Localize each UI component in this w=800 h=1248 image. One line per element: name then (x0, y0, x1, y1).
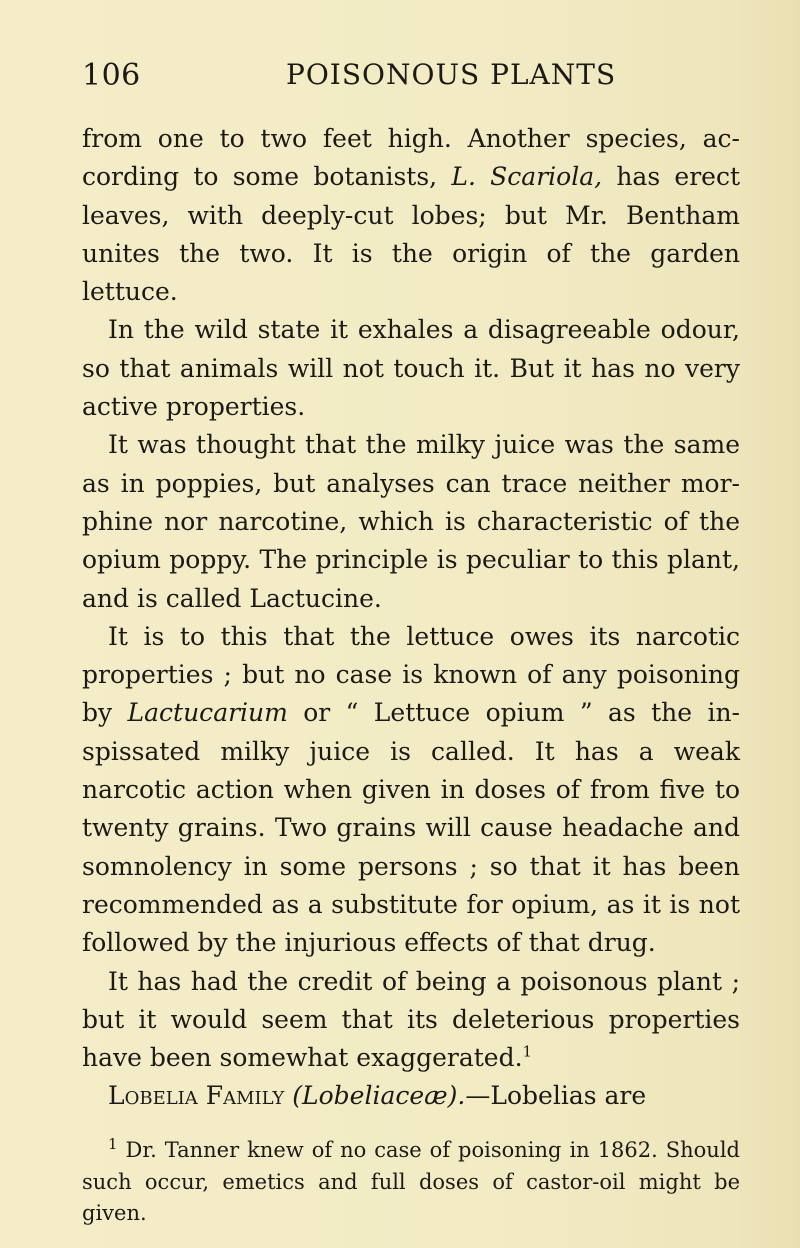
footnote-marker: 1 (108, 1135, 118, 1153)
paragraph-1-rest: has erect leaves, with deeply-cut lobes; but Mr. Bentham unites the two. It is the origin of the garden lettuce. (82, 162, 740, 307)
paragraph-4-text: It is to this that the lettuce owes its narcotic properties ; but no case is known of any poisoning by (82, 621, 740, 728)
paragraph-6 (82, 1077, 740, 1115)
paragraph-4 (82, 618, 740, 963)
footnote-reference: 1 (522, 1042, 533, 1061)
paragraph-5 (82, 963, 740, 1078)
paragraph-1-text: from one to two feet high. Another species, ac- cording to some botanists, (82, 124, 740, 192)
footnotes (82, 1135, 740, 1230)
page-number: 106 (82, 58, 141, 93)
running-head (82, 58, 718, 98)
paragraph-6-rest: —Lobelias are (465, 1081, 647, 1111)
paragraph-3: It was thought that the milky juice was the same as in poppies, but analyses can trace neither mor- phine nor narcotine, which is characteristic of the opium poppy. The principle is peculiar to this plant, and is called Lactucine. (82, 430, 740, 613)
family-latin-name: (Lobeliaceæ). (292, 1081, 466, 1111)
paragraph-2: In the wild state it exhales a disagreeable odour, so that animals will not touch it. But it has no very active properties. (82, 315, 740, 422)
paragraph-5-text: It has had the credit of being a poisonous plant ; but it would seem that its deleterious properties have been somewhat exaggerated. (82, 966, 740, 1073)
species-name: L. Scariola, (451, 162, 603, 192)
section-heading-lobelia: Lobelia Family (108, 1081, 285, 1111)
footnote-1 (82, 1135, 740, 1230)
paragraph-4-rest: or “ Lettuce opium ” as the in- spissated milky juice is called. It has a weak narcotic action when given in doses of from five to twenty grains. Two grains will cause headache and somnolency in some persons ; so that it has been recommended as a substitute for opium, as it is not followed by the injurious effects of that drug. (82, 698, 741, 958)
body-text (82, 120, 740, 1116)
lactucarium-term: Lactucarium (127, 698, 288, 728)
paragraph-1 (82, 120, 740, 311)
running-title: POISONOUS PLANTS (286, 58, 617, 91)
footnote-text: Dr. Tanner knew of no case of poisoning in 1862. Should such occur, emetics and full doses of castor-oil might be given. (82, 1138, 740, 1225)
